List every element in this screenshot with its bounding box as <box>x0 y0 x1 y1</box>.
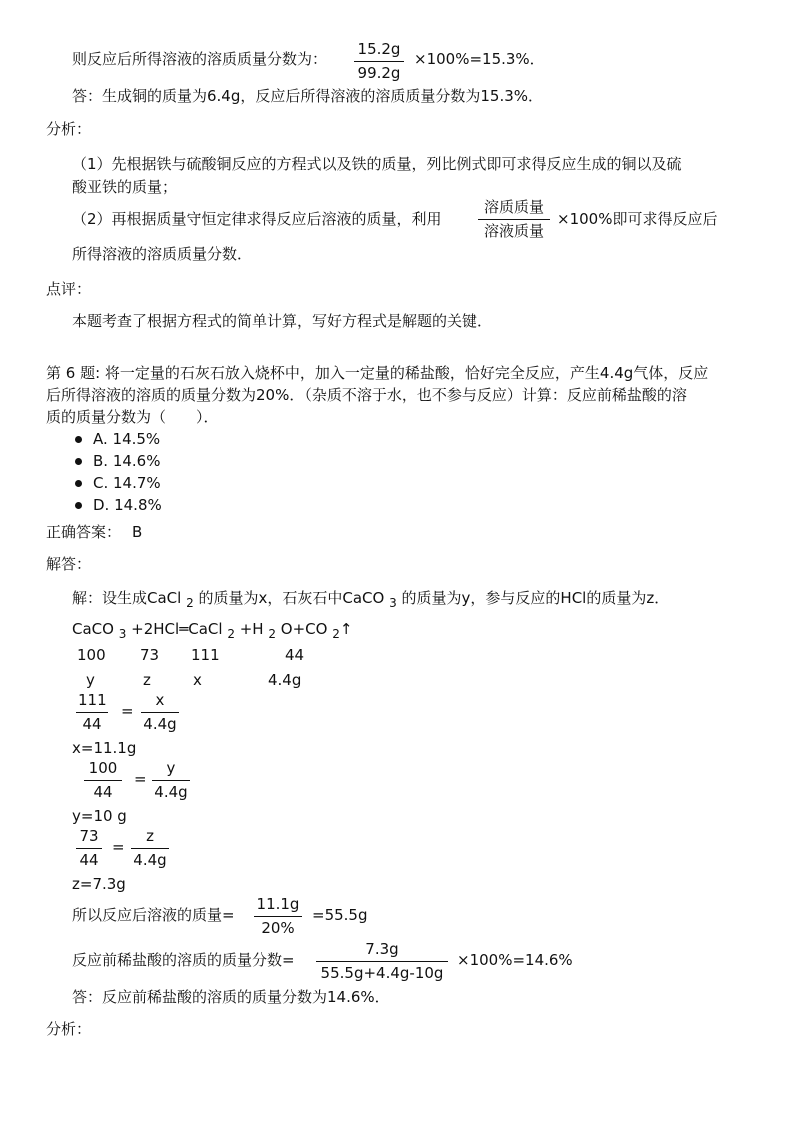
solution-label: 解答： <box>46 555 92 573</box>
ratio-1-equals: = <box>121 702 134 720</box>
previous-answer: 答：生成铜的质量为6.4g，反应后所得溶液的溶质质量分数为15.3%． <box>72 87 544 105</box>
unknown-z: z <box>143 671 151 689</box>
molar-mass-cacl2: 111 <box>191 646 220 664</box>
option-b: B. 14.6% <box>93 452 161 470</box>
fraction-numerator: 溶质质量 <box>478 200 550 220</box>
comment-label: 点评： <box>46 280 92 298</box>
known-co2-mass: 4.4g <box>268 671 302 689</box>
solution-mass-head: 所以反应后溶液的质量= <box>72 906 235 924</box>
ratio-2-right: $\frac{y}{4.4g}$ <box>152 761 190 800</box>
up-arrow-icon: ↑ <box>339 620 353 638</box>
bullet-icon <box>75 458 82 465</box>
question-stem-line-1: 第 6 题: 将一定量的石灰石放入烧杯中，加入一定量的稀盐酸，恰好完全反应，产生4.4g气体，反应 <box>46 364 709 382</box>
correct-answer-value: B <box>132 523 143 541</box>
result-fraction <box>354 42 404 81</box>
ratio-3-left: $\frac{73}{44}$ <box>76 829 102 868</box>
option-d: D. 14.8% <box>93 496 162 514</box>
molar-mass-caco3: 100 <box>77 646 106 664</box>
option-c: C. 14.7% <box>93 474 161 492</box>
solution-mass-tail: =55.5g <box>312 906 368 924</box>
analysis-paragraph-2-head: （2）再根据质量守恒定律求得反应后溶液的质量，利用 <box>72 210 442 228</box>
ratio-2-left: $\frac{100}{44}$ <box>84 761 122 800</box>
analysis-paragraph-1-line-1: （1）先根据铁与硫酸铜反应的方程式以及铁的质量，列比例式即可求得反应生成的铜以及硫 <box>72 155 682 173</box>
fraction-denominator: 99.2g <box>357 64 401 82</box>
analysis-paragraph-2-line-2: 所得溶液的溶质质量分数． <box>72 245 253 263</box>
molar-mass-co2: 44 <box>285 646 305 664</box>
comment-text: 本题考查了根据方程式的简单计算，写好方程式是解题的关键． <box>72 312 493 330</box>
result-line-label: 则反应后所得溶液的溶质质量分数为： <box>72 50 328 68</box>
final-answer: 答：反应前稀盐酸的溶质的质量分数为14.6%． <box>72 988 390 1006</box>
question-stem-line-3: 质的质量分数为（ ）． <box>46 408 219 426</box>
result-y: y=10 g <box>72 807 127 825</box>
fraction-numerator: 15.2g <box>354 42 404 62</box>
ratio-3-equals: = <box>112 838 125 856</box>
acid-fraction-head: 反应前稀盐酸的溶质的质量分数= <box>72 951 295 969</box>
molar-mass-hcl: 73 <box>140 646 160 664</box>
q6-analysis-label: 分析： <box>46 1020 92 1038</box>
analysis-paragraph-2-tail: ×100%即可求得反应后 <box>557 210 718 228</box>
result-x: x=11.1g <box>72 739 137 757</box>
bullet-icon <box>75 480 82 487</box>
ratio-3-right: $\frac{z}{4.4g}$ <box>131 829 169 868</box>
concentration-formula-fraction <box>478 200 550 239</box>
fraction-denominator: 溶液质量 <box>483 222 544 240</box>
bullet-icon <box>75 436 82 443</box>
question-stem-line-2: 后所得溶液的溶质的质量分数为20%．（杂质不溶于水，也不参与反应）计算：反应前稀盐酸的溶 <box>46 386 687 404</box>
result-line-tail: ×100%=15.3%． <box>414 50 545 68</box>
solution-intro: 解：设生成CaCl $_2$ 的质量为x，石灰石中CaCO $_3$ 的质量为y，参与反应的HCl的质量为z． <box>72 589 670 610</box>
correct-answer-label: 正确答案： <box>46 523 122 541</box>
option-a: A. 14.5% <box>93 430 161 448</box>
analysis-paragraph-1-line-2: 酸亚铁的质量； <box>72 178 178 196</box>
bullet-icon <box>75 502 82 509</box>
ratio-1-left: $\frac{111}{44}$ <box>78 691 107 733</box>
solution-mass-fraction: $\frac{11.1g}{20\%}$ <box>254 897 302 936</box>
ratio-1-right: $\frac{x}{4.4g}$ <box>141 693 179 732</box>
analysis-label: 分析： <box>46 120 92 138</box>
chemical-equation: CaCO $_3$ +2HCl═CaCl $_2$ +H $_2$ O+CO $_2$↑ <box>72 620 353 641</box>
unknown-y: y <box>86 671 95 689</box>
acid-fraction: $\frac{7.3g}{55.5g+4.4g-10g}$ <box>316 942 448 981</box>
unknown-x: x <box>193 671 202 689</box>
ratio-2-equals: = <box>134 770 147 788</box>
result-z: z=7.3g <box>72 875 126 893</box>
acid-fraction-tail: ×100%=14.6% <box>457 951 573 969</box>
